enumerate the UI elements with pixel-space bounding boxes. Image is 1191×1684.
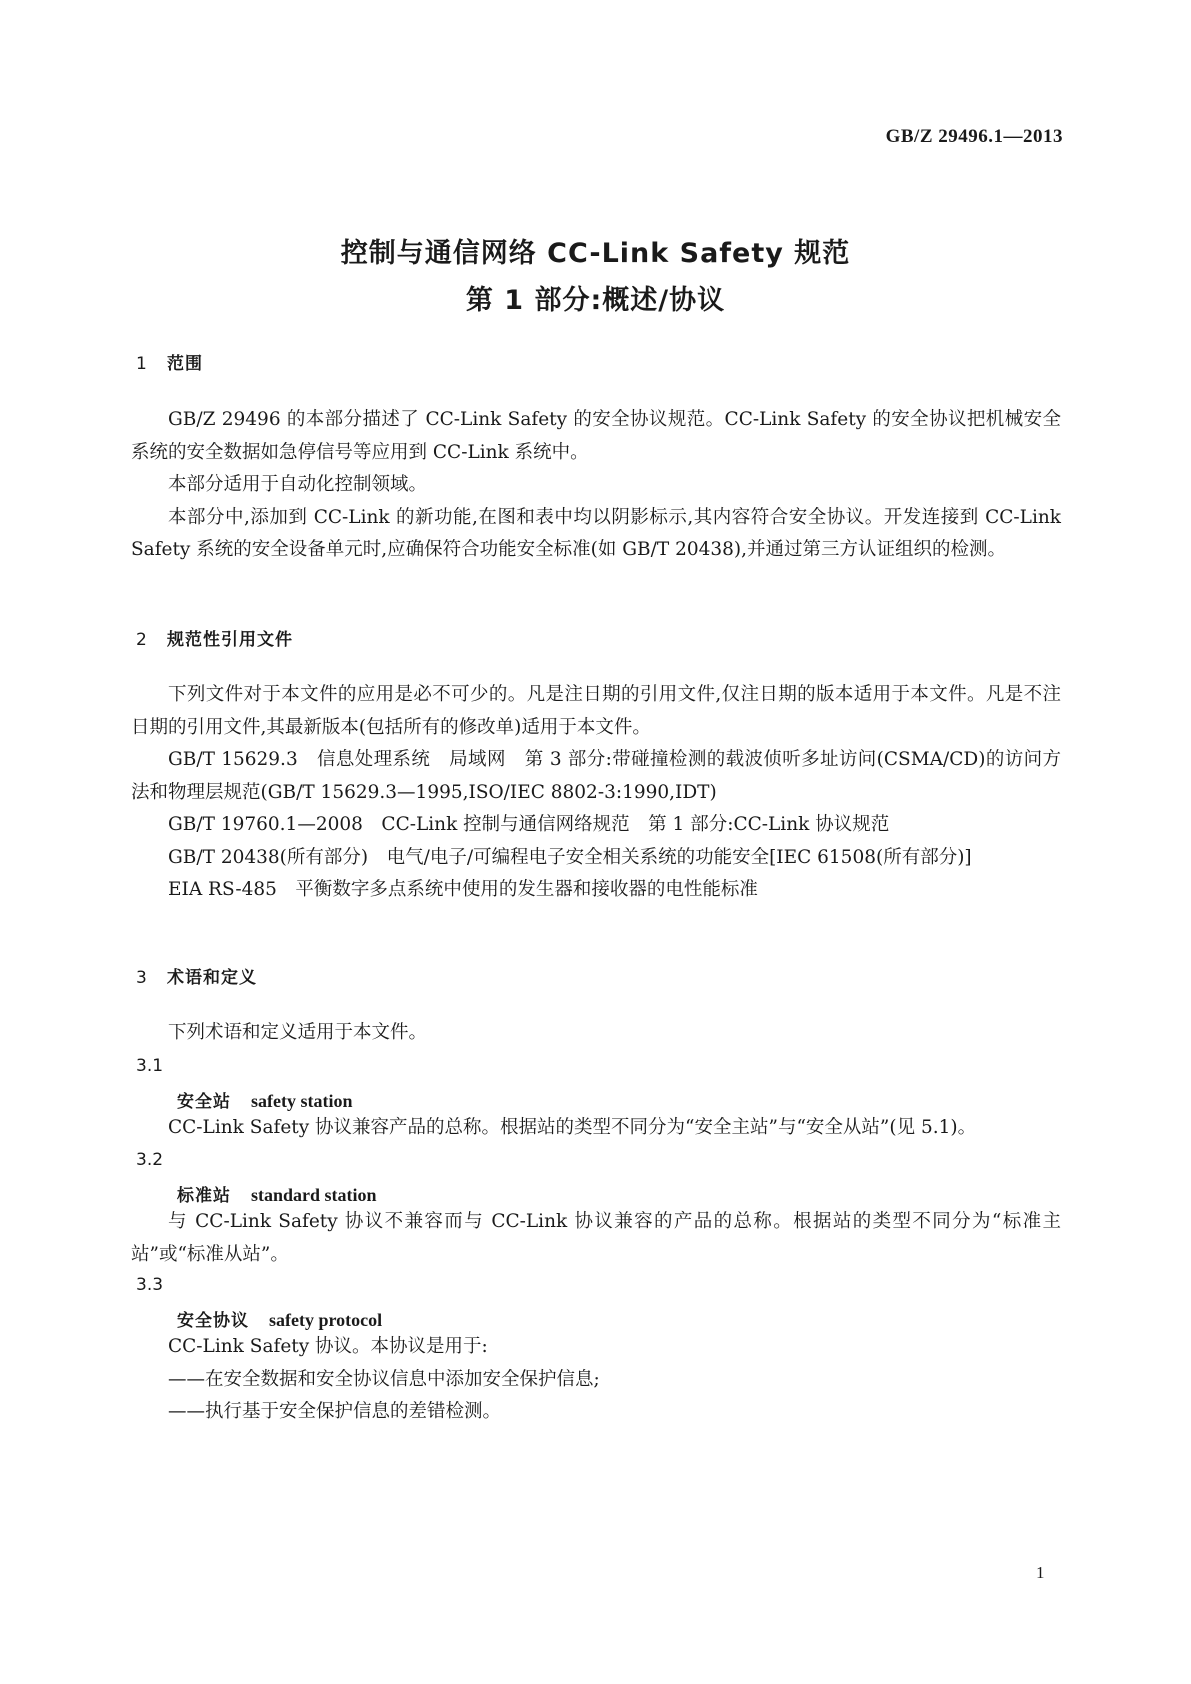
paragraph: 本部分适用于自动化控制领域。 [168, 474, 428, 495]
paragraph: CC-Link Safety 协议兼容产品的总称。根据站的类型不同分为“安全主站”与“安全从站”(见 5.1)。 [168, 1117, 977, 1138]
term-definition [131, 1112, 1061, 1145]
section-title: 术语和定义 [167, 968, 257, 988]
paragraph: 本部分中,添加到 CC-Link 的新功能,在图和表中均以阴影标示,其内容符合安全协议。开发连接到 CC-Link Safety 系统的安全设备单元时,应确保符合功能安全标准(如 GB/T 20438),并通过第三方认证组织的检测。 [131, 506, 1061, 560]
section-number: 3 [136, 968, 148, 988]
section-heading-scope [136, 349, 203, 374]
term-title [177, 1181, 377, 1206]
term-number: 3.1 [136, 1056, 164, 1076]
term-number: 3.3 [136, 1275, 164, 1295]
term-definition [131, 1331, 1061, 1429]
section-title: 规范性引用文件 [167, 630, 293, 650]
page-number: 1 [1036, 1563, 1045, 1582]
section-body-terms [131, 1017, 1061, 1050]
term-en: safety station [251, 1091, 353, 1111]
term-title [177, 1306, 382, 1331]
section-heading-terms [136, 963, 257, 988]
paragraph: 与 CC-Link Safety 协议不兼容而与 CC-Link 协议兼容的产品的总称。根据站的类型不同分为“标准主站”或“标准从站”。 [131, 1211, 1061, 1265]
term-number: 3.2 [136, 1150, 164, 1170]
term-en: standard station [251, 1185, 377, 1205]
term-zh: 安全协议 [177, 1311, 249, 1331]
reference-item: GB/T 19760.1—2008 CC-Link 控制与通信网络规范 第 1 部分:CC-Link 协议规范 [168, 814, 890, 835]
paragraph: 下列文件对于本文件的应用是必不可少的。凡是注日期的引用文件,仅注日期的版本适用于本文件。凡是不注日期的引用文件,其最新版本(包括所有的修改单)适用于本文件。 [131, 684, 1061, 738]
section-title: 范围 [167, 354, 203, 374]
section-number: 1 [136, 354, 148, 374]
reference-item: GB/T 15629.3 信息处理系统 局域网 第 3 部分:带碰撞检测的载波侦听多址访问(CSMA/CD)的访问方法和物理层规范(GB/T 15629.3—1995,ISO/IEC 8802-3:1990,IDT) [131, 749, 1061, 803]
paragraph: GB/Z 29496 的本部分描述了 CC-Link Safety 的安全协议规范。CC-Link Safety 的安全协议把机械安全系统的安全数据如急停信号等应用到 CC-Link 系统中。 [131, 409, 1061, 463]
list-item: ——在安全数据和安全协议信息中添加安全保护信息; [168, 1368, 600, 1390]
section-heading-normative-references [136, 625, 293, 650]
term-zh: 安全站 [177, 1092, 231, 1112]
document-subtitle: 第 1 部分:概述/协议 [465, 285, 726, 316]
document-title: 控制与通信网络 CC-Link Safety 规范 [340, 238, 851, 269]
section-number: 2 [136, 630, 148, 650]
paragraph: 下列术语和定义适用于本文件。 [168, 1022, 428, 1043]
reference-item: GB/T 20438(所有部分) 电气/电子/可编程电子安全相关系统的功能安全[IEC 61508(所有部分)] [168, 846, 972, 868]
list-item: ——执行基于安全保护信息的差错检测。 [168, 1401, 502, 1422]
section-body-scope [131, 404, 1061, 567]
reference-item: EIA RS-485 平衡数字多点系统中使用的发生器和接收器的电性能标准 [168, 879, 758, 900]
term-definition [131, 1206, 1061, 1271]
section-body-normative-references [131, 679, 1061, 907]
paragraph: CC-Link Safety 协议。本协议是用于: [168, 1336, 488, 1357]
document-id: GB/Z 29496.1—2013 [885, 126, 1063, 147]
term-en: safety protocol [269, 1310, 383, 1330]
term-title [177, 1087, 353, 1112]
term-zh: 标准站 [177, 1186, 231, 1206]
